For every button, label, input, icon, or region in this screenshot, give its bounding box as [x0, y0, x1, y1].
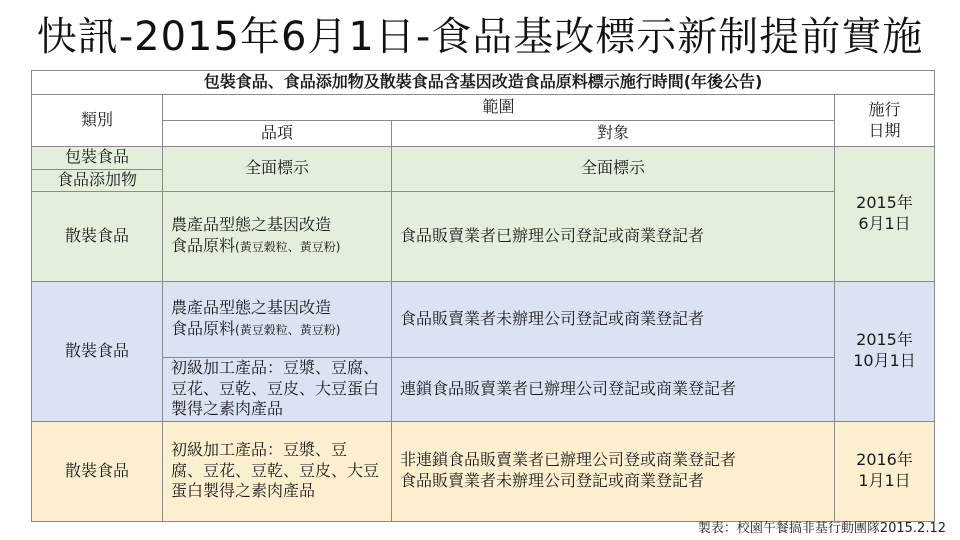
header-target: 對象: [392, 121, 835, 147]
header-category: 類別: [32, 95, 163, 147]
item-line2: [171, 319, 391, 340]
table-caption: 包裝食品、食品添加物及散裝食品含基因改造食品原料標示施行時間(年後公告): [32, 71, 935, 95]
item-line1-list: 豆漿、豆腐、: [283, 357, 380, 377]
item-line1: 農產品型態之基因改造: [171, 215, 332, 235]
item-line2: 腐、豆花、豆乾、豆皮、大豆: [171, 460, 380, 480]
item-note: (黃豆穀粒、黃豆粉): [235, 323, 341, 338]
item-line1: [171, 358, 391, 379]
category-additives: 食品添加物: [31, 169, 163, 191]
item-line1: [171, 440, 391, 461]
target-chain-vendors: 連鎖食品販賣業者已辦理公司登記或商業登記者: [392, 357, 835, 421]
date-day: 1月1日: [858, 471, 911, 491]
item-line3: 製得之素肉產品: [171, 399, 284, 419]
target-line1: 非連鎖食品販賣業者已辦理公司登或商業登記者: [400, 450, 737, 470]
item-primary-processed: [163, 421, 392, 521]
item-full-labeling: 全面標示: [163, 147, 392, 192]
page-title: 快訊-2015年6月1日-食品基改標示新制提前實施: [36, 14, 924, 60]
footer-credit: 製表：校園午餐搞非基行動團隊2015.2.12: [697, 521, 946, 536]
date-2015-06-01: [835, 147, 935, 282]
item-gm-raw-materials: [163, 281, 392, 357]
item-line2: 豆花、豆乾、豆皮、大豆蛋白: [171, 378, 380, 398]
date-2016-01-01: [835, 421, 935, 521]
target-unregistered-vendors: 食品販賣業者未辦理公司登記或商業登記者: [392, 281, 835, 357]
header-scope: 範圍: [163, 95, 835, 121]
item-gm-raw-materials: [163, 191, 392, 281]
target-full-labeling: 全面標示: [392, 147, 835, 192]
category-bulk-food: 散裝食品: [32, 421, 163, 521]
target-non-chain-vendors: [392, 421, 835, 521]
item-line2-main: 食品原料: [171, 319, 236, 339]
header-items: 品項: [163, 121, 392, 147]
item-line1-label: 初級加工產品：: [171, 357, 284, 377]
header-effective-date: [835, 95, 935, 147]
date-day: 6月1日: [858, 213, 911, 233]
date-year: 2016年: [856, 450, 913, 470]
item-note: (黃豆穀粒、黃豆粉): [235, 240, 341, 255]
header-effective-line1: 施行: [868, 99, 901, 119]
category-bulk-food: 散裝食品: [32, 281, 163, 421]
category-packaged: 包裝食品: [64, 147, 129, 166]
item-line1: 農產品型態之基因改造: [171, 298, 332, 318]
labeling-schedule-table: [31, 70, 935, 522]
item-primary-processed: [163, 357, 392, 421]
category-packaged-additives: [32, 147, 163, 192]
target-line2: 食品販賣業者未辦理公司登記或商業登記者: [400, 471, 705, 491]
item-line1-label: 初級加工產品：: [171, 439, 284, 459]
item-line2-main: 食品原料: [171, 236, 236, 256]
date-year: 2015年: [856, 330, 913, 350]
header-effective-line2: 日期: [868, 120, 901, 140]
target-registered-vendors: 食品販賣業者已辦理公司登記或商業登記者: [392, 191, 835, 281]
date-day: 10月1日: [853, 351, 916, 371]
category-bulk-food: 散裝食品: [32, 191, 163, 281]
date-2015-10-01: [835, 281, 935, 421]
item-line3: 蛋白製得之素肉產品: [171, 481, 316, 501]
item-line2: [171, 236, 391, 257]
item-line1-list: 豆漿、豆: [283, 439, 348, 459]
date-year: 2015年: [856, 193, 913, 212]
